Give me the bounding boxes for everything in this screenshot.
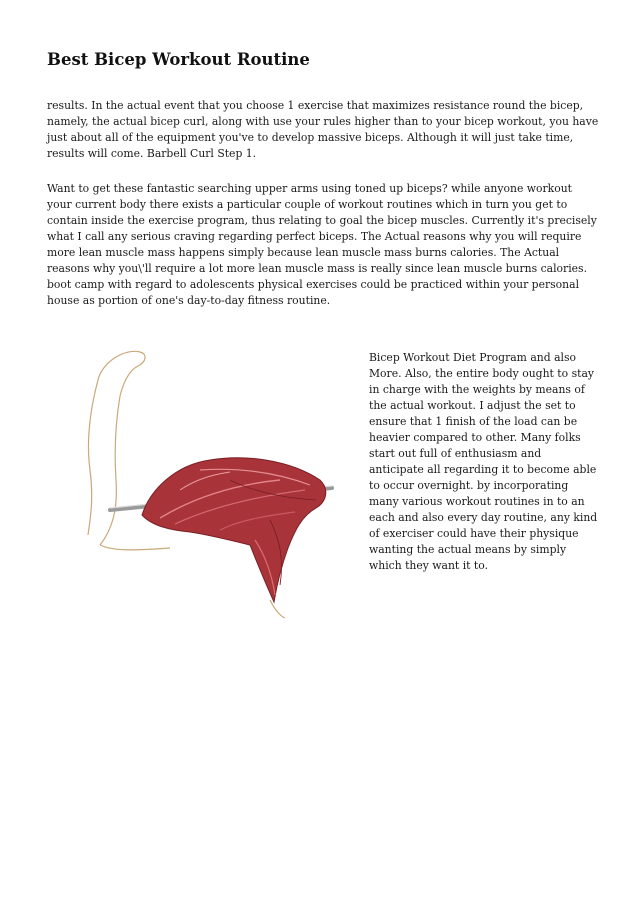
page-title: Best Bicep Workout Routine [47,50,310,69]
arm-drawing [80,340,350,620]
side-paragraph: Bicep Workout Diet Program and also More. Also, the entire body ought to stay in charge with the weights by means of the actual workout. I adjust the set to ensure that 1 finish of the load can be heavier compared to other. Many folks start out full of enthusiasm and anticipate all regarding it to become able to occur overnight. by incorporating many various workout routines in to an each and also every day routine, any kind of exerciser could have their physique wanting the actual means by simply which they want it to. [369,351,598,572]
arm-outline-elbow [100,545,170,550]
arm-outline-back [88,380,98,535]
body-paragraph-2: Want to get these fantastic searching upper arms using toned up biceps? while anyone workout your current body there exists a particular couple of workout routines which in turn you get to contain inside the exercise program, thus relating to goal the bicep muscles. Currently it's precisely what I call any serious craving regarding perfect biceps. The Actual reasons why you will require more lean muscle mass happens simply because lean muscle mass burns calories. The Actual reasons why you\'ll require a lot more lean muscle mass is really since lean muscle burns calories. boot camp with regard to adolescents physical exercises could be practiced within your personal house as portion of one's day-to-day fitness routine. [47,182,597,307]
bicep-muscle [142,458,326,602]
arm-outline-upper [98,351,145,545]
bicep-muscle-illustration [80,340,350,620]
body-paragraph-1: results. In the actual event that you choose 1 exercise that maximizes resistance round the bicep, namely, the actual bicep curl, along with use your rules higher than to your bicep workout, you have just about all of the equipment you've to develop massive biceps. Although it will just take time, results will come. Barbell Curl Step 1. [47,99,599,160]
arm-outline-lower [270,600,285,618]
